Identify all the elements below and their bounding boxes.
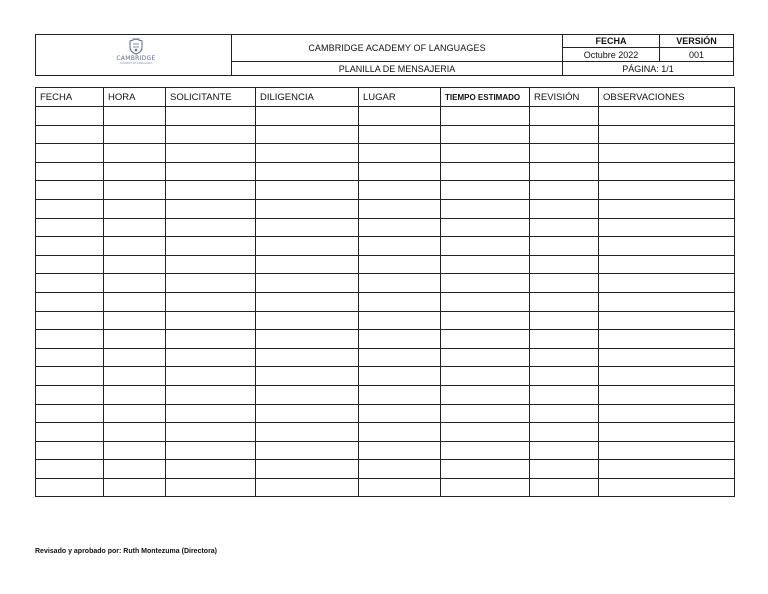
table-cell[interactable] <box>599 125 735 144</box>
column-header-solicitante: SOLICITANTE <box>166 88 256 107</box>
table-row <box>36 199 735 218</box>
table-cell[interactable] <box>599 144 735 163</box>
table-cell[interactable] <box>166 330 256 349</box>
table-cell[interactable] <box>104 404 166 423</box>
table-cell[interactable] <box>359 107 441 126</box>
fecha-label: FECHA <box>563 35 660 48</box>
table-cell[interactable] <box>599 478 735 497</box>
table-cell[interactable] <box>36 311 104 330</box>
table-cell[interactable] <box>166 367 256 386</box>
table-cell[interactable] <box>36 330 104 349</box>
table-cell[interactable] <box>599 423 735 442</box>
table-cell[interactable] <box>104 311 166 330</box>
table-cell[interactable] <box>256 144 359 163</box>
table-cell[interactable] <box>441 125 530 144</box>
table-cell[interactable] <box>256 162 359 181</box>
table-cell[interactable] <box>441 144 530 163</box>
table-cell[interactable] <box>36 478 104 497</box>
table-row <box>36 237 735 256</box>
table-cell[interactable] <box>104 330 166 349</box>
table-cell[interactable] <box>530 404 599 423</box>
table-cell[interactable] <box>36 237 104 256</box>
table-cell[interactable] <box>104 218 166 237</box>
table-cell[interactable] <box>104 125 166 144</box>
table-cell[interactable] <box>166 423 256 442</box>
table-cell[interactable] <box>256 255 359 274</box>
table-cell[interactable] <box>36 218 104 237</box>
table-cell[interactable] <box>359 441 441 460</box>
table-cell[interactable] <box>166 144 256 163</box>
table-row <box>36 125 735 144</box>
table-cell[interactable] <box>104 367 166 386</box>
table-cell[interactable] <box>166 162 256 181</box>
table-cell[interactable] <box>530 478 599 497</box>
table-cell[interactable] <box>599 441 735 460</box>
table-cell[interactable] <box>256 218 359 237</box>
table-cell[interactable] <box>599 292 735 311</box>
table-cell[interactable] <box>530 107 599 126</box>
table-cell[interactable] <box>36 107 104 126</box>
table-cell[interactable] <box>530 144 599 163</box>
table-cell[interactable] <box>104 274 166 293</box>
table-row <box>36 385 735 404</box>
table-cell[interactable] <box>599 162 735 181</box>
table-cell[interactable] <box>166 441 256 460</box>
table-cell[interactable] <box>599 330 735 349</box>
table-cell[interactable] <box>256 478 359 497</box>
table-cell[interactable] <box>36 367 104 386</box>
table-cell[interactable] <box>104 255 166 274</box>
table-cell[interactable] <box>441 274 530 293</box>
table-cell[interactable] <box>36 460 104 479</box>
cambridge-logo <box>106 38 166 74</box>
table-cell[interactable] <box>599 274 735 293</box>
column-header-lugar: LUGAR <box>359 88 441 107</box>
table-cell[interactable] <box>166 274 256 293</box>
table-cell[interactable] <box>441 255 530 274</box>
table-cell[interactable] <box>256 404 359 423</box>
table-row <box>36 218 735 237</box>
table-cell[interactable] <box>36 385 104 404</box>
table-cell[interactable] <box>599 237 735 256</box>
institution-title: CAMBRIDGE ACADEMY OF LANGUAGES <box>232 35 563 62</box>
table-cell[interactable] <box>359 218 441 237</box>
table-cell[interactable] <box>359 367 441 386</box>
table-cell[interactable] <box>530 348 599 367</box>
table-cell[interactable] <box>166 199 256 218</box>
table-cell[interactable] <box>359 199 441 218</box>
table-cell[interactable] <box>104 237 166 256</box>
table-cell[interactable] <box>166 348 256 367</box>
table-cell[interactable] <box>36 125 104 144</box>
table-cell[interactable] <box>530 460 599 479</box>
table-row <box>36 330 735 349</box>
table-cell[interactable] <box>359 423 441 442</box>
table-cell[interactable] <box>530 162 599 181</box>
logo-cell <box>36 35 232 75</box>
table-cell[interactable] <box>359 330 441 349</box>
table-cell[interactable] <box>530 237 599 256</box>
table-cell[interactable] <box>441 330 530 349</box>
table-cell[interactable] <box>256 125 359 144</box>
table-cell[interactable] <box>530 385 599 404</box>
table-cell[interactable] <box>256 274 359 293</box>
table-cell[interactable] <box>530 311 599 330</box>
table-cell[interactable] <box>36 423 104 442</box>
table-cell[interactable] <box>530 218 599 237</box>
table-cell[interactable] <box>256 311 359 330</box>
table-row <box>36 423 735 442</box>
table-cell[interactable] <box>530 255 599 274</box>
table-cell[interactable] <box>599 181 735 200</box>
table-cell[interactable] <box>104 292 166 311</box>
table-cell[interactable] <box>441 218 530 237</box>
table-cell[interactable] <box>256 237 359 256</box>
table-cell[interactable] <box>36 348 104 367</box>
table-cell[interactable] <box>359 404 441 423</box>
table-cell[interactable] <box>599 218 735 237</box>
table-cell[interactable] <box>441 199 530 218</box>
document-header <box>35 34 734 76</box>
table-row <box>36 255 735 274</box>
table-row <box>36 441 735 460</box>
table-row <box>36 348 735 367</box>
table-cell[interactable] <box>256 367 359 386</box>
column-header-fecha: FECHA <box>36 88 104 107</box>
table-cell[interactable] <box>599 199 735 218</box>
table-cell[interactable] <box>441 237 530 256</box>
table-cell[interactable] <box>166 292 256 311</box>
page-number: PÁGINA: 1/1 <box>622 63 674 74</box>
fecha-value: Octubre 2022 <box>563 48 660 62</box>
table-cell[interactable] <box>256 292 359 311</box>
table-cell[interactable] <box>36 255 104 274</box>
table-cell[interactable] <box>256 348 359 367</box>
table-cell[interactable] <box>359 237 441 256</box>
table-cell[interactable] <box>166 218 256 237</box>
table-row <box>36 292 735 311</box>
table-cell[interactable] <box>530 274 599 293</box>
table-cell[interactable] <box>256 199 359 218</box>
table-row <box>36 367 735 386</box>
table-cell[interactable] <box>359 274 441 293</box>
table-cell[interactable] <box>599 367 735 386</box>
table-cell[interactable] <box>599 255 735 274</box>
table-cell[interactable] <box>359 255 441 274</box>
logo-wordmark: CAMBRIDGE <box>116 55 156 62</box>
table-body <box>36 107 735 497</box>
table-row <box>36 311 735 330</box>
logo-tagline: ACADEMY OF LANGUAGES <box>119 62 153 65</box>
table-cell[interactable] <box>441 107 530 126</box>
table-cell[interactable] <box>104 107 166 126</box>
table-cell[interactable] <box>441 404 530 423</box>
table-cell[interactable] <box>104 181 166 200</box>
table-cell[interactable] <box>166 385 256 404</box>
table-cell[interactable] <box>36 292 104 311</box>
table-cell[interactable] <box>599 348 735 367</box>
table-cell[interactable] <box>166 255 256 274</box>
table-cell[interactable] <box>256 330 359 349</box>
document-name: PLANILLA DE MENSAJERIA <box>232 62 563 75</box>
table-cell[interactable] <box>599 460 735 479</box>
table-cell[interactable] <box>104 423 166 442</box>
table-cell[interactable] <box>441 423 530 442</box>
table-cell[interactable] <box>359 385 441 404</box>
table-cell[interactable] <box>36 181 104 200</box>
column-header-observaciones: OBSERVACIONES <box>599 88 735 107</box>
table-cell[interactable] <box>36 162 104 181</box>
column-header-revision: REVISIÓN <box>530 88 599 107</box>
table-cell[interactable] <box>104 385 166 404</box>
table-cell[interactable] <box>441 162 530 181</box>
table-cell[interactable] <box>599 385 735 404</box>
table-cell[interactable] <box>530 199 599 218</box>
table-cell[interactable] <box>359 162 441 181</box>
table-cell[interactable] <box>359 144 441 163</box>
table-cell[interactable] <box>441 441 530 460</box>
table-cell[interactable] <box>441 348 530 367</box>
table-cell[interactable] <box>441 311 530 330</box>
table-row <box>36 107 735 126</box>
table-cell[interactable] <box>359 348 441 367</box>
table-cell[interactable] <box>359 292 441 311</box>
table-cell[interactable] <box>36 274 104 293</box>
table-cell[interactable] <box>166 460 256 479</box>
table-cell[interactable] <box>104 199 166 218</box>
table-cell[interactable] <box>166 237 256 256</box>
table-row <box>36 144 735 163</box>
version-label: VERSIÓN <box>660 35 733 48</box>
table-cell[interactable] <box>166 404 256 423</box>
table-cell[interactable] <box>530 441 599 460</box>
table-cell[interactable] <box>166 107 256 126</box>
table-cell[interactable] <box>441 385 530 404</box>
table-cell[interactable] <box>441 181 530 200</box>
table-cell[interactable] <box>166 311 256 330</box>
table-cell[interactable] <box>441 292 530 311</box>
column-header-tiempo-estimado: TIEMPO ESTIMADO <box>441 88 530 107</box>
table-cell[interactable] <box>166 181 256 200</box>
messenger-log-table <box>35 87 735 497</box>
table-cell[interactable] <box>256 441 359 460</box>
table-row <box>36 162 735 181</box>
table-cell[interactable] <box>256 181 359 200</box>
table-cell[interactable] <box>104 162 166 181</box>
shield-crest-icon <box>127 38 145 55</box>
table-cell[interactable] <box>359 125 441 144</box>
table-cell[interactable] <box>359 460 441 479</box>
table-cell[interactable] <box>530 423 599 442</box>
table-cell[interactable] <box>166 478 256 497</box>
table-row <box>36 274 735 293</box>
table-cell[interactable] <box>530 125 599 144</box>
table-cell[interactable] <box>441 460 530 479</box>
table-cell[interactable] <box>599 404 735 423</box>
column-header-diligencia: DILIGENCIA <box>256 88 359 107</box>
table-cell[interactable] <box>530 330 599 349</box>
table-cell[interactable] <box>599 107 735 126</box>
version-value: 001 <box>660 48 733 62</box>
table-cell[interactable] <box>256 107 359 126</box>
approval-note: Revisado y aprobado por: Ruth Montezuma (Directora) <box>35 548 218 555</box>
table-cell[interactable] <box>36 199 104 218</box>
table-cell[interactable] <box>359 311 441 330</box>
table-cell[interactable] <box>441 367 530 386</box>
table-cell[interactable] <box>599 311 735 330</box>
column-header-hora: HORA <box>104 88 166 107</box>
table-cell[interactable] <box>104 478 166 497</box>
table-header-row <box>36 88 735 107</box>
table-cell[interactable] <box>359 478 441 497</box>
table-cell[interactable] <box>530 181 599 200</box>
table-cell[interactable] <box>104 348 166 367</box>
table-cell[interactable] <box>36 441 104 460</box>
table-cell[interactable] <box>104 144 166 163</box>
table-row <box>36 460 735 479</box>
table-cell[interactable] <box>256 385 359 404</box>
table-cell[interactable] <box>36 144 104 163</box>
table-cell[interactable] <box>359 181 441 200</box>
table-cell[interactable] <box>441 478 530 497</box>
table-row <box>36 404 735 423</box>
table-cell[interactable] <box>256 460 359 479</box>
table-cell[interactable] <box>530 292 599 311</box>
table-row <box>36 478 735 497</box>
table-cell[interactable] <box>36 404 104 423</box>
table-cell[interactable] <box>166 125 256 144</box>
table-cell[interactable] <box>530 367 599 386</box>
table-cell[interactable] <box>104 460 166 479</box>
table-cell[interactable] <box>104 441 166 460</box>
table-row <box>36 181 735 200</box>
table-cell[interactable] <box>256 423 359 442</box>
